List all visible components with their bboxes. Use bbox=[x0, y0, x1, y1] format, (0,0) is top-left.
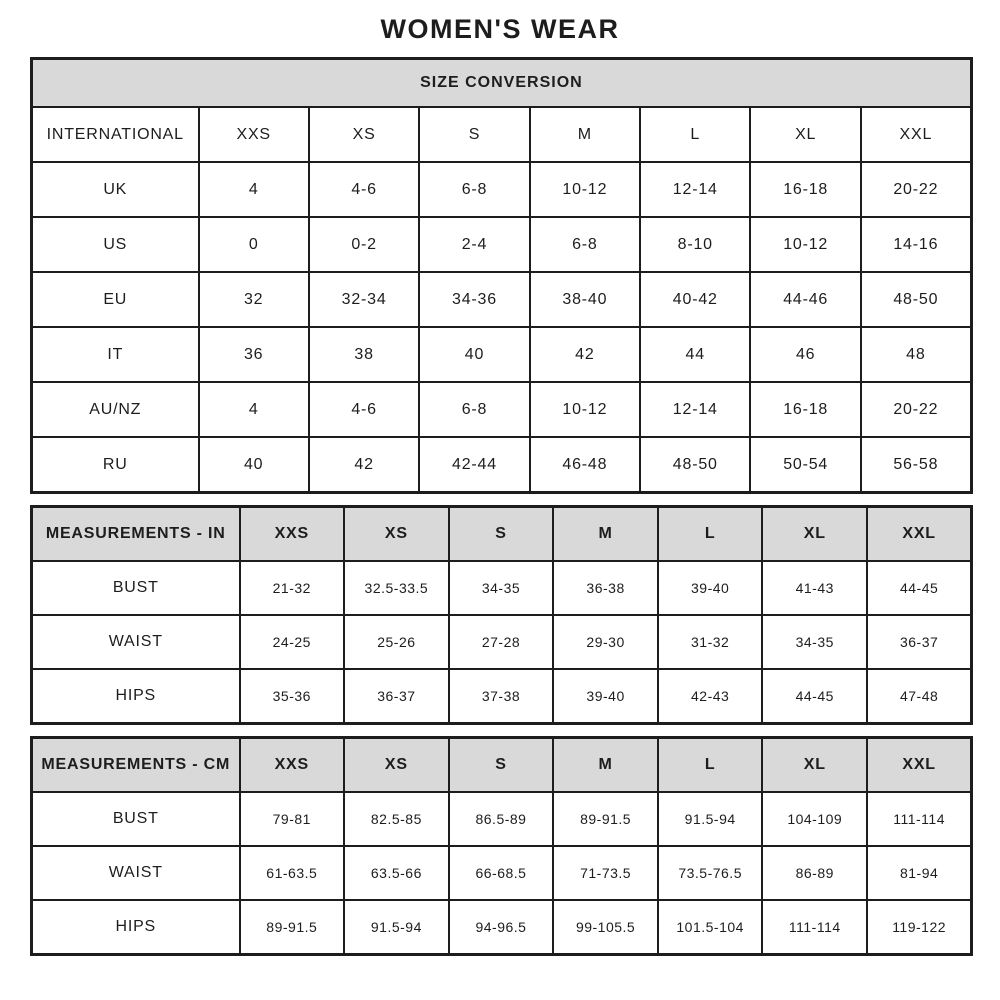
column-header-xl: XL bbox=[762, 738, 867, 793]
table-cell: 42-44 bbox=[419, 437, 529, 493]
page-title: WOMEN'S WEAR bbox=[380, 14, 620, 44]
measurements-cm-header-row bbox=[32, 738, 972, 793]
table-cell: 86-89 bbox=[762, 846, 867, 900]
column-header-xxs: XXS bbox=[199, 107, 309, 162]
table-cell: 32 bbox=[199, 272, 309, 327]
column-header-international: INTERNATIONAL bbox=[32, 107, 199, 162]
table-cell: 10-12 bbox=[750, 217, 860, 272]
table-cell: 66-68.5 bbox=[449, 846, 554, 900]
table-cell: 61-63.5 bbox=[240, 846, 345, 900]
table-cell: 6-8 bbox=[530, 217, 640, 272]
table-cell: 20-22 bbox=[861, 382, 971, 437]
table-cell: 111-114 bbox=[867, 792, 972, 846]
table-cell: 24-25 bbox=[240, 615, 345, 669]
table-cell: 82.5-85 bbox=[344, 792, 449, 846]
table-cell: 27-28 bbox=[449, 615, 554, 669]
table-cell: 16-18 bbox=[750, 382, 860, 437]
table-cell: 34-35 bbox=[449, 561, 554, 615]
table-cell: 4-6 bbox=[309, 382, 419, 437]
table-cell: 36-38 bbox=[553, 561, 658, 615]
column-header-xs: XS bbox=[344, 507, 449, 562]
table-cell: 42-43 bbox=[658, 669, 763, 724]
table-cell: 48-50 bbox=[861, 272, 971, 327]
row-label-hips: HIPS bbox=[32, 900, 240, 955]
table-cell: 16-18 bbox=[750, 162, 860, 217]
table-cell: 4 bbox=[199, 162, 309, 217]
table-row-bust-cm bbox=[32, 792, 972, 846]
table-cell: 2-4 bbox=[419, 217, 529, 272]
table-cell: 21-32 bbox=[240, 561, 345, 615]
column-header-xxl: XXL bbox=[867, 507, 972, 562]
table-cell: 71-73.5 bbox=[553, 846, 658, 900]
table-cell: 39-40 bbox=[553, 669, 658, 724]
column-header-measurements-in: MEASUREMENTS - IN bbox=[32, 507, 240, 562]
column-header-xl: XL bbox=[762, 507, 867, 562]
table-row-bust-in bbox=[32, 561, 972, 615]
table-cell: 36 bbox=[199, 327, 309, 382]
column-header-s: S bbox=[449, 507, 554, 562]
table-cell: 46 bbox=[750, 327, 860, 382]
column-header-m: M bbox=[553, 738, 658, 793]
row-label-bust: BUST bbox=[32, 561, 240, 615]
column-header-xxl: XXL bbox=[861, 107, 971, 162]
table-cell: 35-36 bbox=[240, 669, 345, 724]
row-label-hips: HIPS bbox=[32, 669, 240, 724]
table-cell: 89-91.5 bbox=[240, 900, 345, 955]
table-cell: 37-38 bbox=[449, 669, 554, 724]
table-cell: 29-30 bbox=[553, 615, 658, 669]
measurements-in-table bbox=[30, 505, 973, 725]
table-cell: 8-10 bbox=[640, 217, 750, 272]
table-cell: 31-32 bbox=[658, 615, 763, 669]
size-conversion-title: SIZE CONVERSION bbox=[32, 59, 972, 108]
table-row-waist-cm bbox=[32, 846, 972, 900]
table-cell: 48-50 bbox=[640, 437, 750, 493]
table-cell: 44-45 bbox=[867, 561, 972, 615]
row-label-it: IT bbox=[32, 327, 199, 382]
table-cell: 56-58 bbox=[861, 437, 971, 493]
column-header-s: S bbox=[449, 738, 554, 793]
table-cell: 73.5-76.5 bbox=[658, 846, 763, 900]
row-label-waist: WAIST bbox=[32, 615, 240, 669]
column-header-xxl: XXL bbox=[867, 738, 972, 793]
table-cell: 46-48 bbox=[530, 437, 640, 493]
table-cell: 12-14 bbox=[640, 382, 750, 437]
table-cell: 42 bbox=[309, 437, 419, 493]
column-header-m: M bbox=[553, 507, 658, 562]
table-cell: 79-81 bbox=[240, 792, 345, 846]
column-header-s: S bbox=[419, 107, 529, 162]
table-cell: 99-105.5 bbox=[553, 900, 658, 955]
row-label-aunz: AU/NZ bbox=[32, 382, 199, 437]
measurements-cm-table bbox=[30, 736, 973, 956]
table-row-hips-cm bbox=[32, 900, 972, 955]
table-cell: 6-8 bbox=[419, 382, 529, 437]
column-header-xxs: XXS bbox=[240, 738, 345, 793]
table-cell: 40 bbox=[419, 327, 529, 382]
column-header-l: L bbox=[640, 107, 750, 162]
table-cell: 50-54 bbox=[750, 437, 860, 493]
table-cell: 0 bbox=[199, 217, 309, 272]
table-cell: 81-94 bbox=[867, 846, 972, 900]
column-header-xl: XL bbox=[750, 107, 860, 162]
table-cell: 44 bbox=[640, 327, 750, 382]
row-label-waist: WAIST bbox=[32, 846, 240, 900]
table-cell: 10-12 bbox=[530, 382, 640, 437]
table-row-ru bbox=[32, 437, 972, 493]
table-cell: 38-40 bbox=[530, 272, 640, 327]
size-conversion-title-row bbox=[32, 59, 972, 108]
table-cell: 20-22 bbox=[861, 162, 971, 217]
size-conversion-table bbox=[30, 57, 973, 494]
row-label-ru: RU bbox=[32, 437, 199, 493]
table-cell: 44-45 bbox=[762, 669, 867, 724]
table-row-it bbox=[32, 327, 972, 382]
table-cell: 39-40 bbox=[658, 561, 763, 615]
table-cell: 40-42 bbox=[640, 272, 750, 327]
table-cell: 36-37 bbox=[867, 615, 972, 669]
table-cell: 4-6 bbox=[309, 162, 419, 217]
row-label-us: US bbox=[32, 217, 199, 272]
table-cell: 32-34 bbox=[309, 272, 419, 327]
table-cell: 4 bbox=[199, 382, 309, 437]
table-cell: 10-12 bbox=[530, 162, 640, 217]
table-cell: 91.5-94 bbox=[344, 900, 449, 955]
table-cell: 63.5-66 bbox=[344, 846, 449, 900]
table-cell: 0-2 bbox=[309, 217, 419, 272]
column-header-l: L bbox=[658, 507, 763, 562]
size-conversion-header-row bbox=[32, 107, 972, 162]
row-label-uk: UK bbox=[32, 162, 199, 217]
table-cell: 44-46 bbox=[750, 272, 860, 327]
table-cell: 42 bbox=[530, 327, 640, 382]
table-cell: 47-48 bbox=[867, 669, 972, 724]
table-row-eu bbox=[32, 272, 972, 327]
table-cell: 12-14 bbox=[640, 162, 750, 217]
column-header-xs: XS bbox=[309, 107, 419, 162]
column-header-xs: XS bbox=[344, 738, 449, 793]
table-cell: 48 bbox=[861, 327, 971, 382]
table-cell: 101.5-104 bbox=[658, 900, 763, 955]
table-cell: 89-91.5 bbox=[553, 792, 658, 846]
table-row-uk bbox=[32, 162, 972, 217]
table-cell: 119-122 bbox=[867, 900, 972, 955]
row-label-eu: EU bbox=[32, 272, 199, 327]
table-cell: 34-36 bbox=[419, 272, 529, 327]
column-header-m: M bbox=[530, 107, 640, 162]
column-header-l: L bbox=[658, 738, 763, 793]
measurements-in-header-row bbox=[32, 507, 972, 562]
table-row-waist-in bbox=[32, 615, 972, 669]
column-header-xxs: XXS bbox=[240, 507, 345, 562]
table-cell: 41-43 bbox=[762, 561, 867, 615]
table-cell: 91.5-94 bbox=[658, 792, 763, 846]
column-header-measurements-cm: MEASUREMENTS - CM bbox=[32, 738, 240, 793]
table-cell: 38 bbox=[309, 327, 419, 382]
table-cell: 94-96.5 bbox=[449, 900, 554, 955]
table-cell: 25-26 bbox=[344, 615, 449, 669]
row-label-bust: BUST bbox=[32, 792, 240, 846]
table-cell: 14-16 bbox=[861, 217, 971, 272]
table-cell: 36-37 bbox=[344, 669, 449, 724]
table-cell: 6-8 bbox=[419, 162, 529, 217]
table-cell: 32.5-33.5 bbox=[344, 561, 449, 615]
table-cell: 111-114 bbox=[762, 900, 867, 955]
table-cell: 104-109 bbox=[762, 792, 867, 846]
table-cell: 86.5-89 bbox=[449, 792, 554, 846]
table-row-hips-in bbox=[32, 669, 972, 724]
table-cell: 34-35 bbox=[762, 615, 867, 669]
table-cell: 40 bbox=[199, 437, 309, 493]
table-row-aunz bbox=[32, 382, 972, 437]
table-row-us bbox=[32, 217, 972, 272]
